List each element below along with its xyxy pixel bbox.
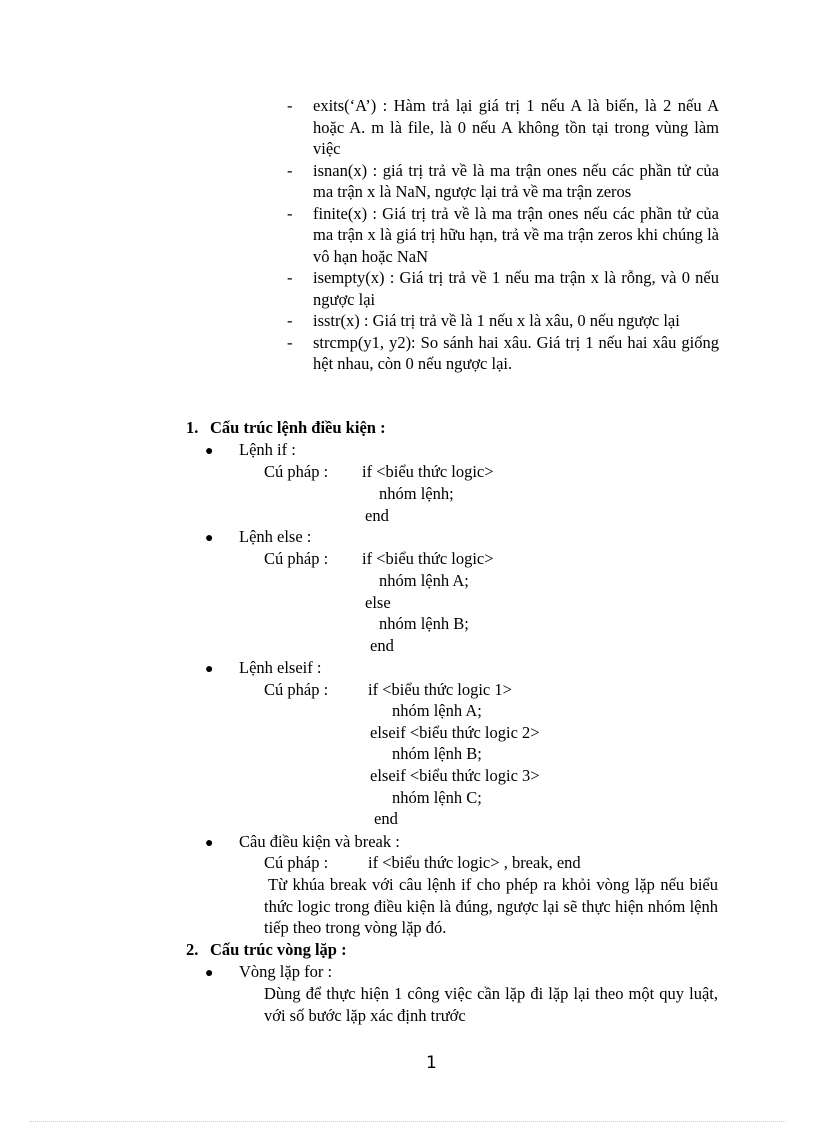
section-number: 1. bbox=[186, 418, 199, 437]
code-line: if <biểu thức logic 1> bbox=[368, 680, 512, 699]
list-item bbox=[287, 310, 719, 332]
syntax-label: Cú pháp : bbox=[264, 462, 329, 481]
break-description: Từ khúa break với câu lệnh if cho phép ra khỏi vòng lặp nếu biểu thức logic trong điều kiện là đúng, ngược lại sẽ thực hiện nhóm lệnh tiếp theo trong vòng lặp đó. bbox=[264, 875, 718, 937]
function-description: isnan(x) : giá trị trả về là ma trận ones nếu các phần tử của ma trận x là NaN, ngược lại trả về ma trận zeros bbox=[313, 160, 719, 201]
list-item bbox=[287, 95, 719, 160]
bullet-elseif bbox=[205, 657, 321, 681]
dash-marker: - bbox=[287, 203, 293, 223]
section-heading-conditional bbox=[186, 417, 386, 439]
dash-marker: - bbox=[287, 311, 293, 330]
dash-marker: - bbox=[287, 268, 293, 287]
bullet-if bbox=[205, 439, 296, 463]
dash-marker: - bbox=[287, 96, 293, 115]
bullet-label: Vòng lặp for : bbox=[239, 962, 333, 981]
section-heading-loop bbox=[186, 939, 347, 961]
function-description: isstr(x) : Giá trị trả về là 1 nếu x là xâu, 0 nếu ngược lại bbox=[313, 311, 680, 330]
function-description: exits(‘A’) : Hàm trả lại giá trị 1 nếu A là biến, là 2 nếu A hoặc A. m là file, là 0 nếu A không tồn tại trong vùng làm việc bbox=[313, 96, 719, 158]
code-line: nhóm lệnh A; bbox=[392, 701, 482, 720]
bullet-icon: ● bbox=[205, 662, 214, 677]
syntax-label: Cú pháp : bbox=[264, 680, 329, 699]
function-description: isempty(x) : Giá trị trả về 1 nếu ma trận x là rỗng, và 0 nếu ngược lại bbox=[313, 268, 719, 309]
code-line: if <biểu thức logic> , break, end bbox=[368, 853, 581, 872]
list-item bbox=[287, 203, 719, 268]
code-line: end bbox=[365, 506, 389, 525]
section-number: 2. bbox=[186, 940, 199, 959]
code-line: nhóm lệnh A; bbox=[379, 571, 469, 590]
function-list bbox=[287, 95, 719, 375]
bullet-for bbox=[205, 961, 332, 985]
bullet-icon: ● bbox=[205, 836, 214, 851]
function-description: strcmp(y1, y2): So sánh hai xâu. Giá trị 1 nếu hai xâu giống hệt nhau, còn 0 nếu ngược lại. bbox=[313, 332, 719, 373]
code-line: else bbox=[365, 593, 391, 612]
code-line: nhóm lệnh; bbox=[379, 484, 454, 503]
code-line: if <biểu thức logic> bbox=[362, 462, 494, 481]
dash-marker: - bbox=[287, 160, 293, 180]
for-description: Dùng để thực hiện 1 công việc cần lặp đi lặp lại theo một quy luật, với số bước lặp xác định trước bbox=[264, 984, 718, 1025]
bullet-else bbox=[205, 526, 311, 550]
list-item bbox=[287, 332, 719, 375]
code-line: elseif <biểu thức logic 2> bbox=[370, 723, 540, 742]
syntax-label: Cú pháp : bbox=[264, 549, 329, 568]
bullet-icon: ● bbox=[205, 444, 214, 459]
page-number: 1 bbox=[426, 1053, 437, 1073]
bullet-label: Lệnh elseif : bbox=[239, 658, 322, 677]
code-line: nhóm lệnh C; bbox=[392, 788, 482, 807]
syntax-label: Cú pháp : bbox=[264, 853, 329, 872]
bullet-icon: ● bbox=[205, 966, 214, 981]
code-line: nhóm lệnh B; bbox=[392, 744, 482, 763]
dash-marker: - bbox=[287, 332, 293, 352]
code-line: if <biểu thức logic> bbox=[362, 549, 494, 568]
code-line: end bbox=[370, 636, 394, 655]
bullet-label: Lệnh if : bbox=[239, 440, 296, 459]
page-bottom-divider bbox=[30, 1121, 786, 1122]
code-line: end bbox=[374, 809, 398, 828]
bullet-label: Câu điều kiện và break : bbox=[239, 832, 400, 851]
list-item bbox=[287, 160, 719, 203]
code-line: nhóm lệnh B; bbox=[379, 614, 469, 633]
bullet-icon: ● bbox=[205, 531, 214, 546]
section-title: Cấu trúc lệnh điều kiện : bbox=[210, 418, 386, 437]
section-title: Cấu trúc vòng lặp : bbox=[210, 940, 347, 959]
list-item bbox=[287, 267, 719, 310]
bullet-label: Lệnh else : bbox=[239, 527, 312, 546]
code-line: elseif <biểu thức logic 3> bbox=[370, 766, 540, 785]
function-description: finite(x) : Giá trị trả về là ma trận ones nếu các phần tử của ma trận x là giá trị hữu hạn, trả về ma trận zeros khi chúng là vô hạn hoặc NaN bbox=[313, 203, 719, 266]
bullet-break bbox=[205, 831, 400, 855]
